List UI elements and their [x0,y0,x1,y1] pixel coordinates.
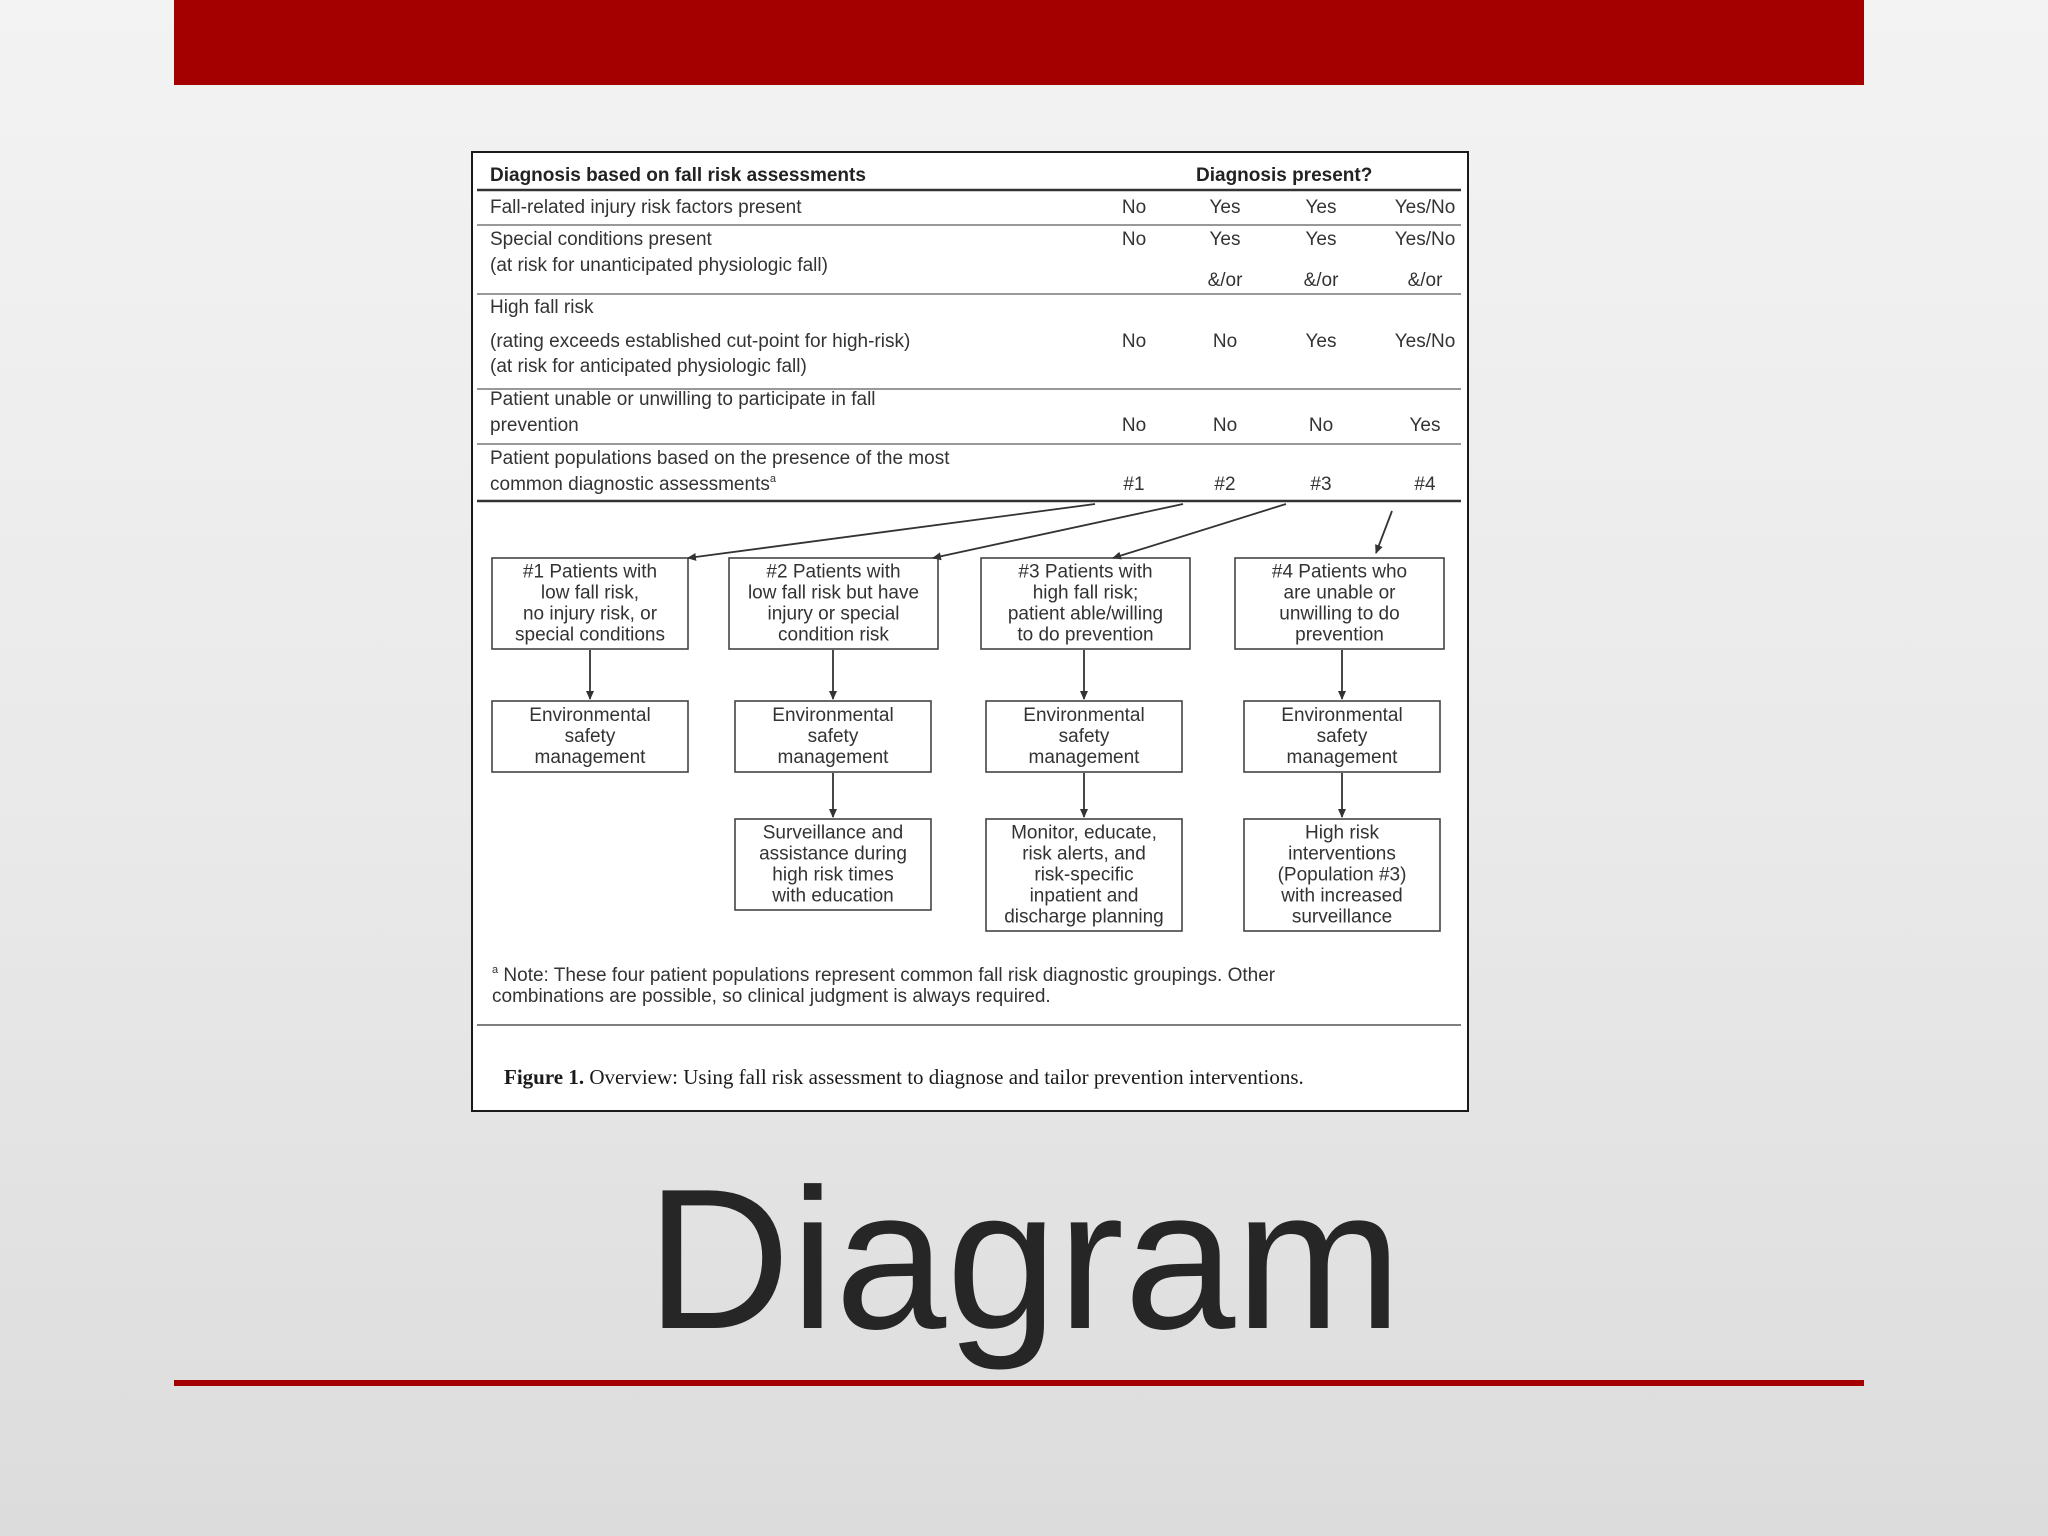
environmental-box-text: safety [807,726,859,747]
population-box-text: patient able/willing [1007,603,1164,625]
slide-title: Diagram [646,1148,1402,1371]
intervention-box-text: Monitor, educate, [1011,822,1157,844]
table-cell-value: Yes [1409,415,1441,436]
figure-note: combinations are possible, so clinical judgment is always required. [492,986,1051,1007]
table-cell-value: Yes/No [1394,229,1456,250]
table-cell-value: Yes [1209,197,1241,218]
environmental-box-text: Environmental [1023,705,1145,726]
population-box-text: to do prevention [1017,624,1154,646]
table-row-label: (rating exceeds established cut-point for high-risk) [490,331,911,352]
table-cell-value: #1 [1123,474,1145,495]
population-box-text: injury or special [767,603,900,625]
table-row-label: Special conditions present [490,229,712,250]
intervention-box-text: risk-specific [1034,864,1134,886]
top-accent-bar [174,0,1864,85]
population-box-text: #4 Patients who [1271,561,1408,583]
intervention-box-text: risk alerts, and [1022,843,1146,865]
environmental-box-text: Environmental [772,705,894,726]
flow-arrow [1113,504,1286,558]
intervention-box-text: discharge planning [1004,906,1164,928]
environmental-box-text: management [1028,747,1140,768]
figure-caption: Figure 1. Overview: Using fall risk assessment to diagnose and tailor prevention interventions. [504,1065,1304,1089]
environmental-box-text: safety [564,726,616,747]
intervention-box-text: with increased [1281,885,1403,907]
intervention-box-text: assistance during [759,843,907,865]
table-cell-value: #4 [1414,474,1436,495]
intervention-box-text: with education [772,885,894,907]
table-cell-value: Yes/No [1394,197,1456,218]
table-cell-value: #3 [1310,474,1332,495]
intervention-box-text: inpatient and [1029,885,1139,907]
and-or-connector: &/or [1303,270,1339,291]
bottom-accent-line [174,1380,1864,1386]
table-row-label: Patient unable or unwilling to participate in fall [490,389,876,410]
environmental-box-text: Environmental [1281,705,1403,726]
table-cell-value: No [1121,229,1147,250]
population-box-text: #2 Patients with [766,561,901,583]
table-cell-value: #2 [1214,474,1236,495]
population-box-text: prevention [1295,624,1384,646]
environmental-box-text: management [777,747,889,768]
environmental-box-text: safety [1316,726,1368,747]
fall-risk-figure [473,153,1471,1114]
table-cell-value: No [1212,331,1238,352]
table-row-label: prevention [490,415,579,436]
population-box-text: are unable or [1283,582,1396,604]
figure-note: $^a$ Note: These four patient populations represent common fall risk diagnostic groupings. Other [492,964,1276,986]
population-box-text: #1 Patients with [522,561,658,583]
intervention-box-text: (Population #3) [1277,864,1407,886]
population-box-text: special conditions [515,624,665,646]
table-row-label: common diagnostic assessments$^a$ [490,473,776,495]
intervention-box-text: High risk [1305,822,1379,844]
table-cell-value: Yes [1209,229,1241,250]
table-cell-value: No [1121,197,1147,218]
table-cell-value: Yes [1305,197,1337,218]
environmental-box-text: safety [1058,726,1110,747]
table-cell-value: Yes [1305,229,1337,250]
environmental-box-text: management [534,747,646,768]
flow-arrow [933,504,1183,558]
table-header-right: Diagnosis present? [1196,165,1373,186]
environmental-box-text: management [1286,747,1398,768]
population-box-text: #3 Patients with [1018,561,1153,583]
environmental-box-text: Environmental [529,705,651,726]
table-cell-value: Yes/No [1394,331,1456,352]
population-box-text: condition risk [778,624,889,646]
intervention-box-text: Surveillance and [762,822,904,844]
population-box-text: low fall risk, [540,582,640,604]
table-cell-value: No [1212,415,1238,436]
table-row-label: Fall-related injury risk factors present [490,197,802,218]
table-row-label: (at risk for unanticipated physiologic fall) [490,255,828,276]
intervention-box-text: high risk times [772,864,894,886]
table-cell-value: No [1121,331,1147,352]
intervention-box-text: interventions [1288,843,1396,865]
table-row-label: Patient populations based on the presence of the most [490,448,950,469]
table-cell-value: No [1308,415,1334,436]
table-header-left: Diagnosis based on fall risk assessments [490,165,866,186]
intervention-box-text: surveillance [1291,906,1393,928]
population-box-text: low fall risk but have [747,582,920,604]
and-or-connector: &/or [1207,270,1243,291]
table-cell-value: Yes [1305,331,1337,352]
figure-image [471,151,1469,1112]
flow-arrow [688,504,1095,558]
population-box-text: unwilling to do [1279,603,1400,625]
table-cell-value: No [1121,415,1147,436]
flow-arrow [1376,511,1392,553]
and-or-connector: &/or [1407,270,1443,291]
population-box-text: no injury risk, or [522,603,658,625]
table-row-label: (at risk for anticipated physiologic fall) [490,356,807,377]
table-row-label: High fall risk [490,297,594,318]
population-box-text: high fall risk; [1032,582,1139,604]
